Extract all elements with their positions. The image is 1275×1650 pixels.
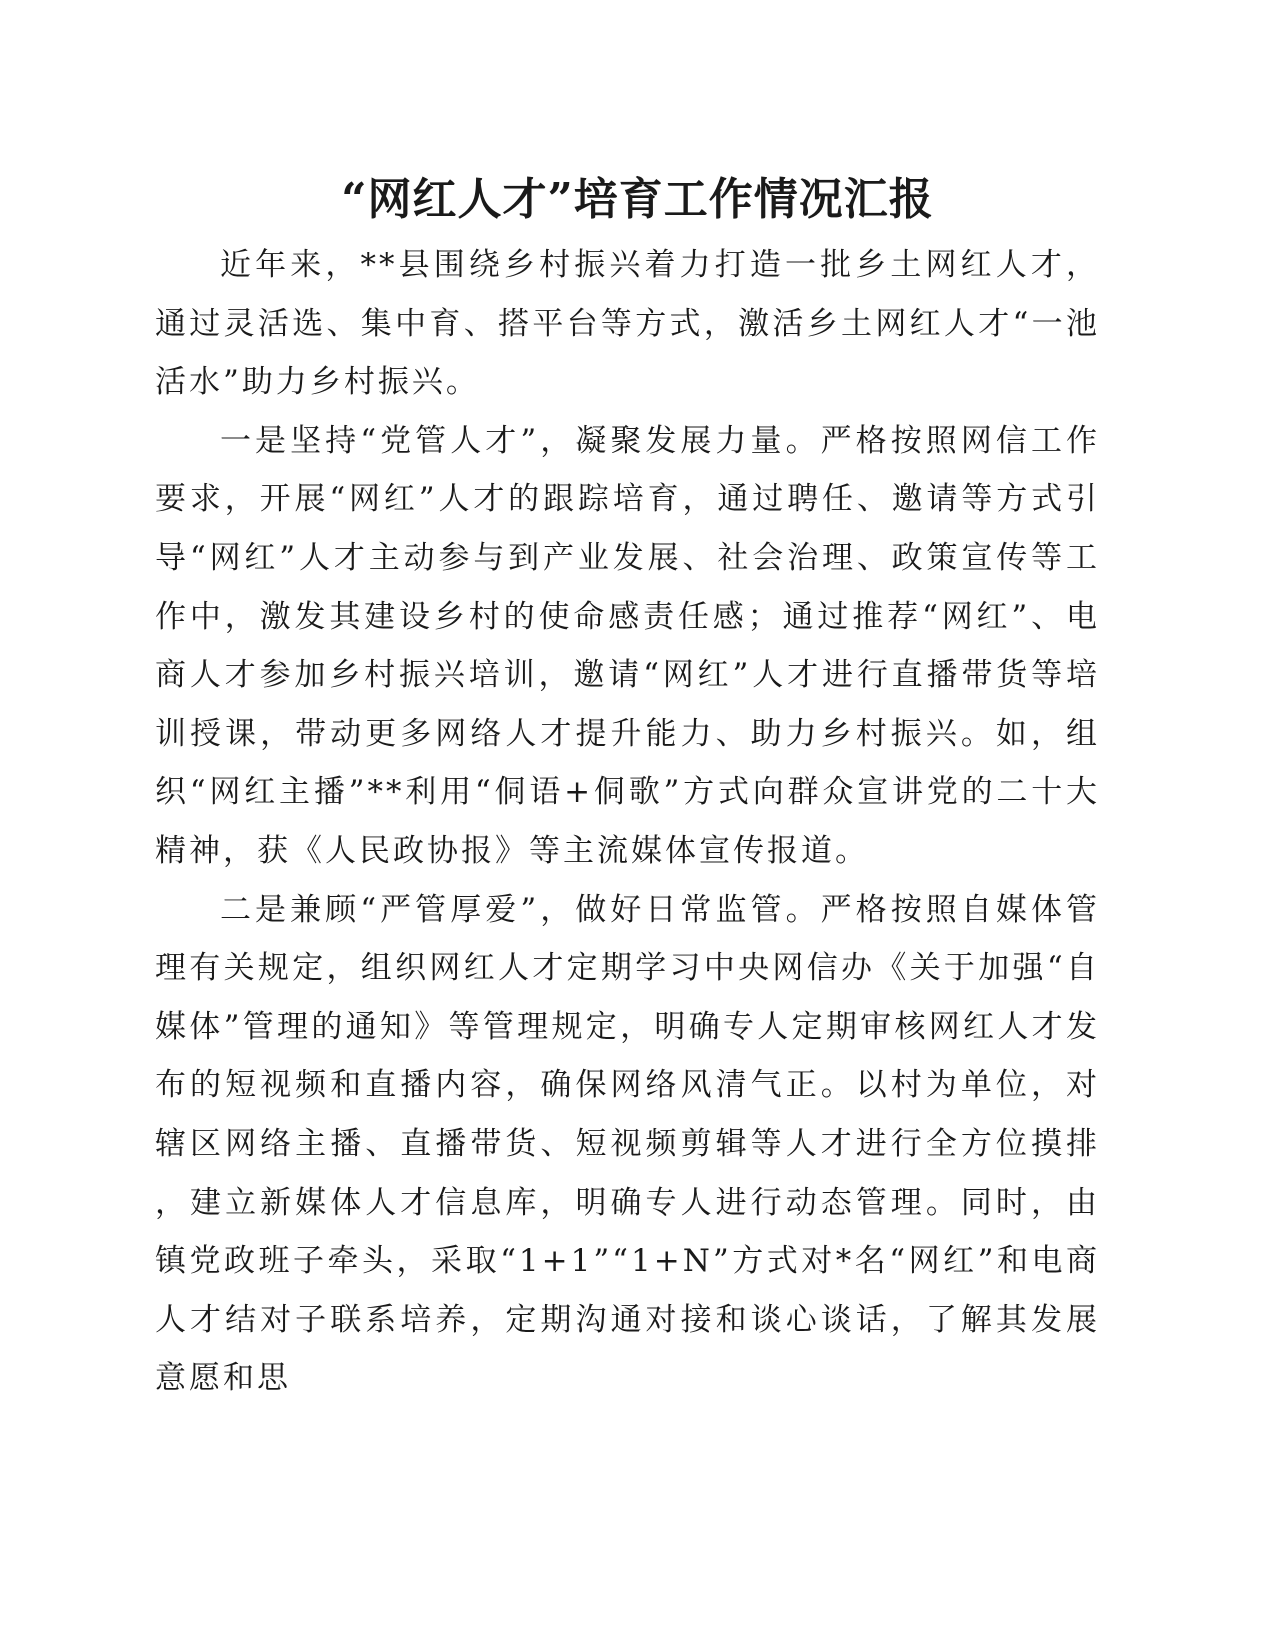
document-body <box>155 236 1100 1408</box>
document-title: “网红人才”培育工作情况汇报 <box>341 174 934 225</box>
paragraph-point-two: 二是兼顾“严管厚爱”，做好日常监管。严格按照自媒体管理有关规定，组织网红人才定期学习中央网信办《关于加强“自媒体”管理的通知》等管理规定，明确专人定期审核网红人才发布的短视频和直播内容，确保网络风清气正。以村为单位，对辖区网络主播、直播带货、短视频剪辑等人才进行全方位摸排，建立新媒体人才信息库，明确专人进行动态管理。同时，由镇党政班子牵头，采取“1+1”“1+N”方式对*名“网红”和电商人才结对子联系培养，定期沟通对接和谈心谈话，了解其发展意愿和思 <box>155 891 1100 1397</box>
paragraph-point-one: 一是坚持“党管人才”，凝聚发展力量。严格按照网信工作要求，开展“网红”人才的跟踪培育，通过聘任、邀请等方式引导“网红”人才主动参与到产业发展、社会治理、政策宣传等工作中，激发其建设乡村的使命感责任感；通过推荐“网红”、电商人才参加乡村振兴培训，邀请“网红”人才进行直播带货等培训授课，带动更多网络人才提升能力、助力乡村振兴。如，组织“网红主播”**利用“侗语+侗歌”方式向群众宣讲党的二十大精神，获《人民政协报》等主流媒体宣传报道。 <box>155 422 1100 869</box>
paragraph-intro: 近年来，**县围绕乡村振兴着力打造一批乡土网红人才，通过灵活选、集中育、搭平台等方式，激活乡土网红人才“一池活水”助力乡村振兴。 <box>155 247 1100 401</box>
